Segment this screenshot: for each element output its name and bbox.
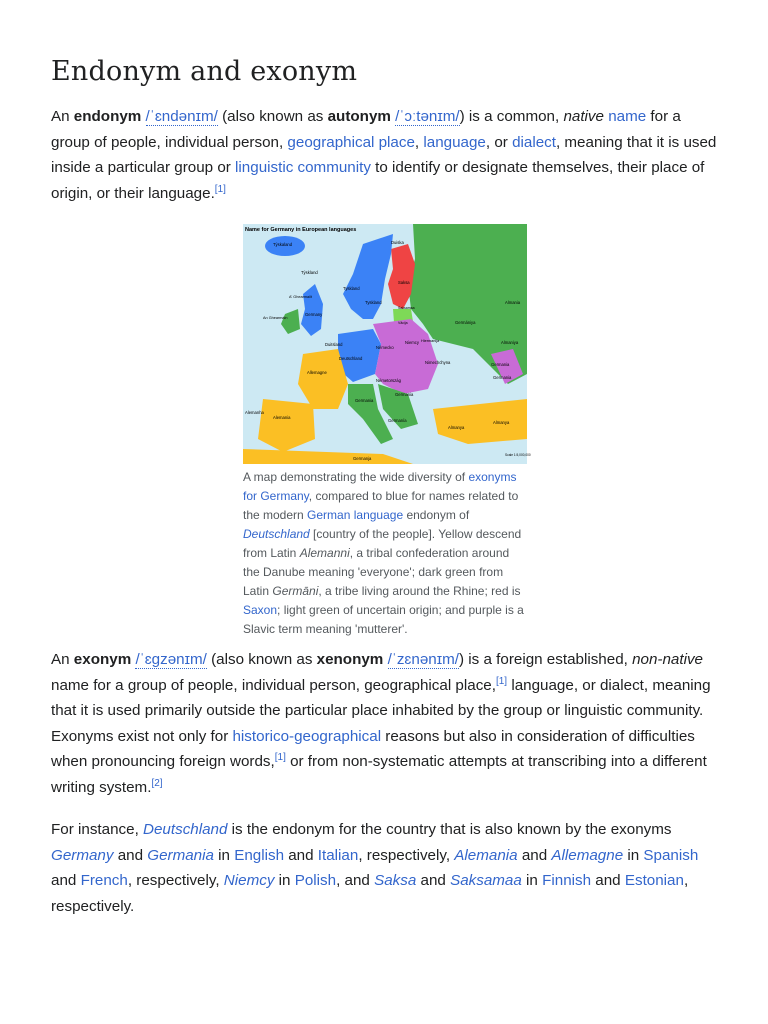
map-caption: A map demonstrating the wide diversity of exonyms for Germany, compared to blue for names related to the modern German language endonym of Deutschland [country of the people]. Yellow descend from Latin Alemanni, a tribal confederation around the Danube meaning 'everyone'; dark green from Latin Germāni, a tribe living around the Rhine; red is Saxon; light green of uncertain origin; and purple is a Slavic term meaning 'mutterer'.: [243, 470, 524, 636]
map-label-czech: Německo: [376, 345, 394, 350]
term-endonym: endonym: [73, 108, 142, 125]
map-label-iceland: Týskaland: [273, 242, 293, 247]
map-label-sweden: Tyskland: [365, 300, 382, 305]
link-finnish[interactable]: Finnish: [542, 872, 592, 889]
endonym-paragraph: An endonym /ˈɛndənɪm/ (also known as autonym /ˈɔːtənɪm/) is a common, native name for a group of people, individual person, geographical place, language, or dialect, meaning that it is used inside a particular group or linguistic community to identify or designate themselves, their place of origin, or their language.[1]: [51, 108, 717, 202]
map-label-belarus: Hiermanija: [421, 339, 440, 343]
map-label-ireland-ga: A' Ghearmailt: [289, 295, 312, 299]
link-french[interactable]: French: [80, 872, 128, 889]
link-deutschland-caption[interactable]: Deutschland: [243, 527, 310, 541]
link-alemania[interactable]: Alemania: [454, 846, 518, 864]
map-label-malta: Germanja: [353, 456, 372, 461]
link-saksamaa[interactable]: Saksamaa: [450, 872, 522, 889]
map-label-poland: Niemcy: [405, 340, 419, 345]
map-label-hungary: Németország: [376, 378, 401, 383]
map-label-spain: Alemania: [273, 415, 291, 420]
map-label-azer: Almaniya: [501, 340, 519, 345]
map-label-ireland: An Ghearmáin: [263, 316, 288, 320]
map-label-romania: Germania: [395, 392, 414, 397]
term-xenonym: xenonym: [316, 651, 384, 668]
map-figure: [243, 224, 531, 639]
link-dialect[interactable]: dialect: [512, 133, 556, 151]
map-label-portugal: Alemanha: [245, 410, 264, 415]
map-title-label: Name for Germany in European languages: [245, 227, 357, 233]
xenonym-ipa-link[interactable]: /ˈzɛnənɪm/: [387, 651, 460, 668]
map-label-finland: Saksa: [398, 280, 410, 285]
link-niemcy[interactable]: Niemcy: [223, 872, 275, 889]
link-estonian[interactable]: Estonian: [624, 872, 684, 889]
reference-2[interactable]: [2]: [151, 777, 163, 789]
endonym-ipa-link[interactable]: /ˈɛndənɪm/: [145, 108, 218, 125]
map-label-georgia: Germania: [491, 362, 510, 367]
map-label-armenia: Germania: [493, 375, 512, 380]
exonym-ipa-link[interactable]: /ˈɛɡzənɪm/: [135, 651, 207, 668]
link-english[interactable]: English: [234, 846, 285, 864]
reference-1[interactable]: [1]: [274, 751, 286, 763]
map-label-norway: Tyskland: [343, 286, 360, 291]
map-label-ukraine: Nimechchyna: [425, 360, 451, 365]
term-autonym: autonym: [327, 108, 391, 125]
link-exonyms-for-germany[interactable]: exonyms for Germany: [243, 470, 517, 503]
link-historico-geographical[interactable]: historico-geographical: [232, 727, 382, 745]
reference-1[interactable]: [1]: [214, 183, 226, 195]
map-label-sami: Duiska: [391, 240, 404, 245]
map-label-russia: Germániya: [455, 320, 476, 325]
map-label-turkey: Almanya: [448, 425, 465, 430]
term-exonym: exonym: [73, 651, 132, 668]
autonym-ipa-link[interactable]: /ˈɔːtənɪm/: [395, 108, 460, 125]
map-label-greece: Germanía: [388, 418, 407, 423]
map-label-estonia: Saksamaa: [398, 306, 415, 310]
reference-1[interactable]: [1]: [495, 675, 508, 687]
link-german-language[interactable]: German language: [307, 508, 404, 522]
link-allemagne[interactable]: Allemagne: [551, 846, 624, 864]
map-label-latvia: Vācija: [398, 321, 408, 325]
link-italian[interactable]: Italian: [317, 846, 359, 864]
link-germany[interactable]: Germany: [51, 846, 114, 864]
exonym-paragraph: An exonym /ˈɛɡzənɪm/ (also known as xenonym /ˈzɛnənɪm/) is a foreign established, non-native name for a group of people, individual person, geographical place,[1] language, or dialect, meaning that it is used primarily outside the particular place inhabited by the group or linguistic community. Exonyms exist not only for historico-geographical reasons but also in consideration of difficulties when pronouncing foreign words,[1] or from non-systematic attempts at transcribing into a different writing system.[2]: [51, 651, 711, 796]
examples-paragraph: For instance, Deutschland is the endonym for the country that is also known by the exonyms Germany and Germania in English and Italian, respectively, Alemania and Allemagne in Spanish and French, respectively, Niemcy in Polish, and Saksa and Saksamaa in Finnish and Estonian, respectively.: [51, 821, 699, 915]
map-label-germany: Deutschland: [339, 356, 363, 361]
page-title: Endonym and exonym: [51, 56, 358, 87]
link-germania[interactable]: Germania: [147, 846, 214, 864]
link-name[interactable]: name: [608, 108, 647, 125]
link-saxon[interactable]: Saxon: [243, 603, 278, 617]
link-geographical-place[interactable]: geographical place: [287, 133, 415, 151]
map-label-france: Allemagne: [307, 370, 327, 375]
europe-names-map[interactable]: [243, 224, 531, 464]
map-label-cyprus: Almanya: [493, 420, 510, 425]
map-label-faroes: Týskland: [301, 270, 318, 275]
link-deutschland[interactable]: Deutschland: [143, 821, 228, 838]
link-spanish[interactable]: Spanish: [643, 846, 699, 864]
link-polish[interactable]: Polish: [294, 872, 337, 889]
map-label-kazakh: Almania: [505, 300, 521, 305]
map-label-italy: Germania: [355, 398, 374, 403]
link-linguistic-community[interactable]: linguistic community: [235, 159, 371, 176]
map-label-uk: Germany: [305, 312, 323, 317]
link-language[interactable]: language: [423, 133, 486, 151]
map-label-netherlands: Duitsland: [325, 342, 343, 347]
link-saksa[interactable]: Saksa: [374, 872, 417, 889]
map-scale-label: Scale 1:5,000,000: [505, 453, 531, 457]
